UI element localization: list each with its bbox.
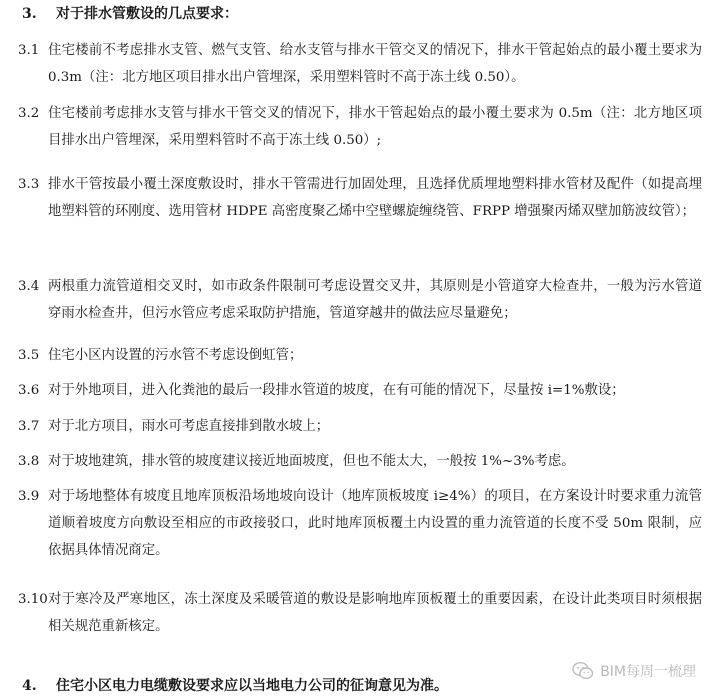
watermark-text: BIM每周一梳理	[600, 664, 696, 680]
list-item-3-9	[18, 483, 702, 564]
item-text: 对于外地项目，进入化粪池的最后一段排水管道的坡度，在有可能的情况下，尽量按 i=1%敷设；	[48, 383, 625, 398]
item-number: 3.10	[18, 592, 48, 607]
list-item-3-8	[18, 448, 702, 475]
section-number: 3.	[22, 6, 37, 22]
list-item-3-2	[18, 100, 702, 154]
item-number: 3.4	[18, 279, 40, 294]
item-text: 对于坡地建筑，排水管的坡度建议接近地面坡度，但也不能太大，一般按 1%~3%考虑。	[48, 454, 575, 469]
item-text: 两根重力流管道相交叉时，如市政条件限制可考虑设置交叉井，其原则是小管道穿大检查井，一般为污水管道穿雨水检查井，但污水管应考虑采取防护措施，管道穿越井的做法应尽量避免；	[48, 279, 702, 321]
section-heading-3	[22, 4, 238, 24]
item-text: 住宅楼前考虑排水支管与排水干管交叉的情况下，排水干管起始点的最小覆土要求为 0.5m（注：北方地区项目排水出户管埋深，采用塑料管时不高于冻土线 0.50）;	[48, 106, 702, 148]
item-text: 排水干管按最小覆土深度敷设时，排水干管需进行加固处理，且选择优质埋地塑料排水管材及配件（如提高埋地塑料管的环刚度、选用管材 HDPE 高密度聚乙烯中空壁螺旋缠绕管、FRPP 增强聚丙烯双壁加筋波纹管）；	[48, 177, 702, 219]
item-text: 住宅楼前不考虑排水支管、燃气支管、给水支管与排水干管交叉的情况下，排水干管起始点的最小覆土要求为 0.3m（注：北方地区项目排水出户管埋深，采用塑料管时不高于冻土线 0.50）。	[48, 43, 702, 85]
item-number: 3.9	[18, 489, 40, 504]
item-number: 3.5	[18, 348, 40, 363]
item-number: 3.8	[18, 454, 40, 469]
list-item-3-4	[18, 273, 702, 327]
list-item-3-1	[18, 37, 702, 91]
section-title: 住宅小区电力电缆敷设要求应以当地电力公司的征询意见为准。	[56, 678, 448, 694]
watermark	[572, 660, 696, 682]
item-text: 对于场地整体有坡度且地库顶板沿场地坡向设计（地库顶板坡度 i≥4%）的项目，在方案设计时要求重力流管道顺着坡度方向敷设至相应的市政接驳口，此时地库顶板覆土内设置的重力流管道的长度不受 50m 限制，应依据具体情况商定。	[48, 489, 702, 558]
wechat-icon	[572, 661, 594, 681]
list-item-3-7	[18, 413, 702, 440]
item-text: 对于寒冷及严寒地区，冻土深度及采暖管道的敷设是影响地库顶板覆土的重要因素，在设计此类项目时须根据相关规范重新核定。	[48, 592, 702, 634]
list-item-3-6	[18, 377, 702, 404]
item-number: 3.3	[18, 177, 40, 192]
item-number: 3.7	[18, 419, 40, 434]
section-heading-4	[22, 676, 448, 696]
list-item-3-10	[18, 586, 702, 640]
item-number: 3.2	[18, 106, 40, 121]
section-title: 对于排水管敷设的几点要求：	[56, 6, 238, 22]
list-item-3-3	[18, 171, 702, 225]
item-number: 3.1	[18, 43, 40, 58]
section-number: 4.	[22, 678, 37, 694]
list-item-3-5	[18, 342, 702, 369]
item-text: 对于北方项目，雨水可考虑直接排到散水坡上；	[48, 419, 330, 434]
item-number: 3.6	[18, 383, 40, 398]
item-text: 住宅小区内设置的污水管不考虑设倒虹管；	[48, 348, 303, 363]
